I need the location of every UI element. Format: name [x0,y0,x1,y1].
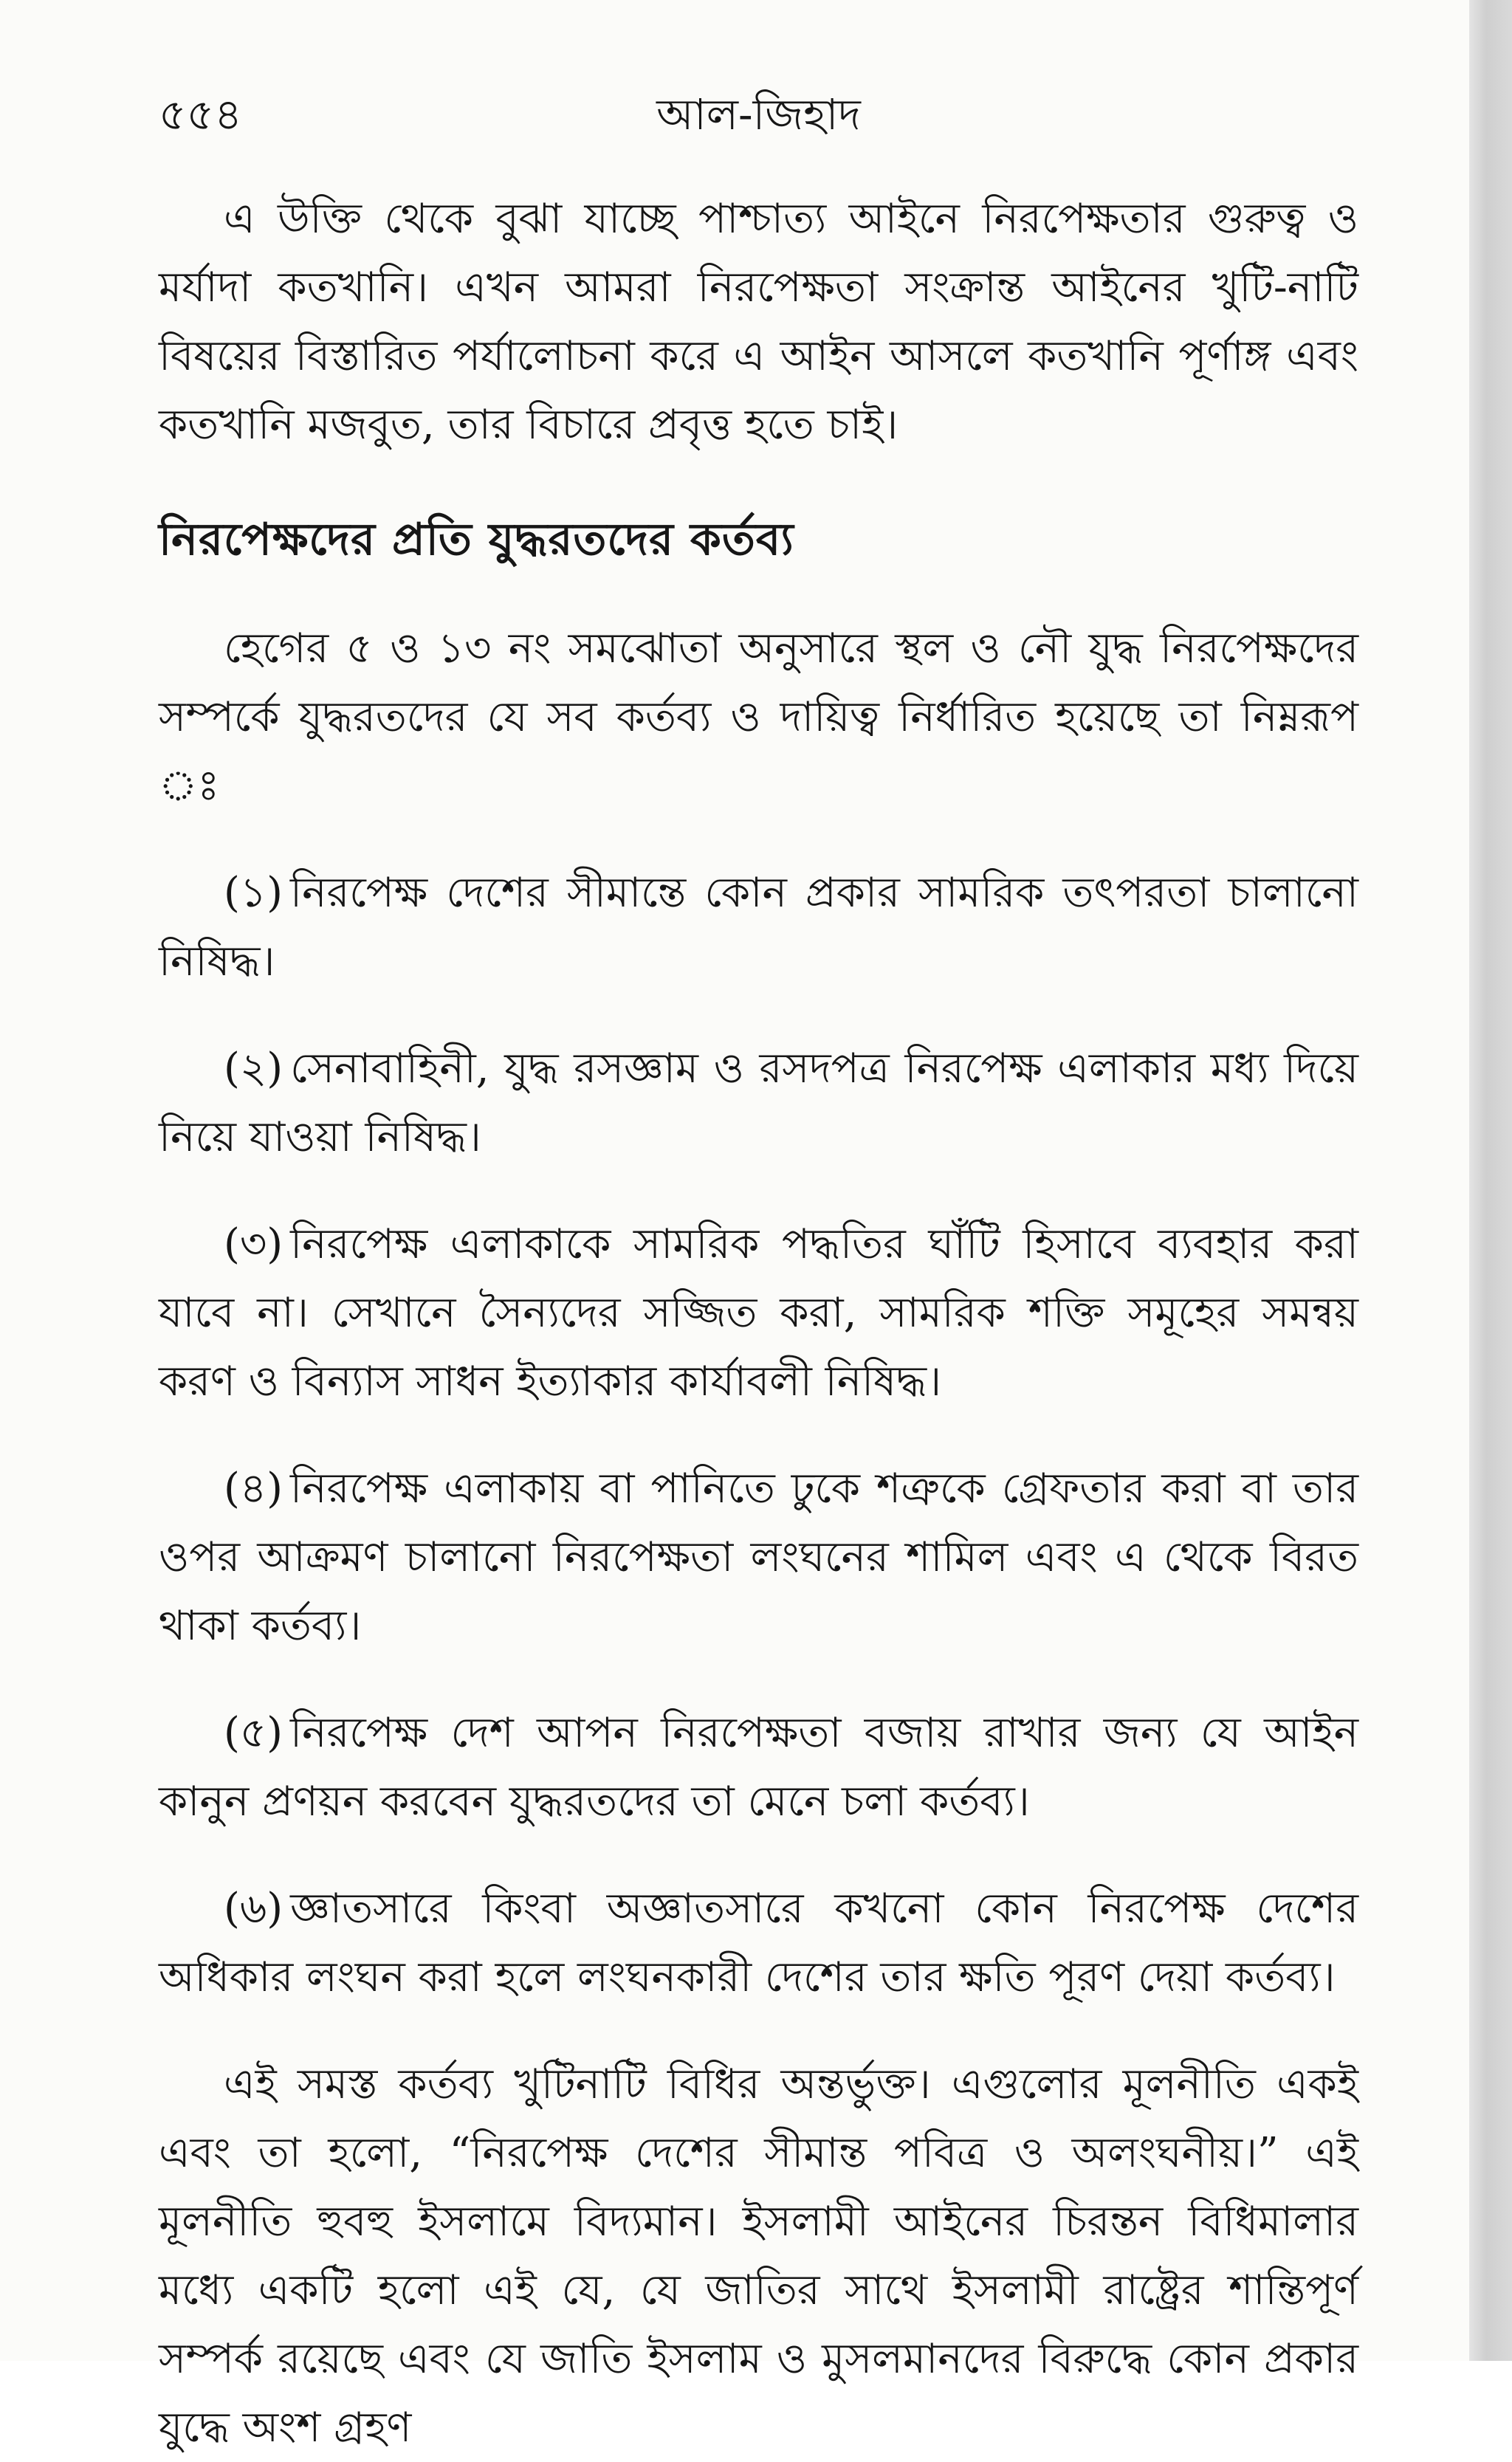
list-item-number: (৬) [224,1885,284,1933]
page-number: ৫৫৪ [159,89,242,140]
list-item-text: নিরপেক্ষ এলাকাকে সামরিক পদ্ধতির ঘাঁটি হিসাবে ব্যবহার করা যাবে না। সেখানে সৈন্যদের সজ্জিত করা, সামরিক শক্তি সমূহের সমন্বয় করণ ও বিন্যাস সাধন ইত্যাকার কার্যাবলী নিষিদ্ধ। [159,1220,1358,1406]
duties-list [159,859,1358,2012]
page-header [159,83,1358,149]
list-item-text: জ্ঞাতসারে কিংবা অজ্ঞাতসারে কখনো কোন নিরপেক্ষ দেশের অধিকার লংঘন করা হলে লংঘনকারী দেশের তার ক্ষতি পূরণ দেয়া কর্তব্য। [159,1885,1358,2001]
list-item-number: (৩) [224,1220,284,1268]
list-item-number: (২) [224,1045,284,1093]
list-item-number: (১) [224,869,284,917]
list-item [159,859,1358,996]
list-item [159,1874,1358,2012]
list-item-text: নিরপেক্ষ দেশ আপন নিরপেক্ষতা বজায় রাখার জন্য যে আইন কানুন প্রণয়ন করবেন যুদ্ধরতদের তা মেনে চলা কর্তব্য। [159,1709,1358,1826]
list-item [159,1034,1358,1172]
list-item-text: নিরপেক্ষ দেশের সীমান্তে কোন প্রকার সামরিক তৎপরতা চালানো নিষিদ্ধ। [159,869,1358,986]
section-heading: নিরপেক্ষদের প্রতি যুদ্ধরতদের কর্তব্য [159,514,794,565]
list-item-number: (৫) [224,1709,284,1757]
list-item [159,1699,1358,1836]
list-item-text: নিরপেক্ষ এলাকায় বা পানিতে ঢুকে শত্রুকে গ্রেফতার করা বা তার ওপর আক্রমণ চালানো নিরপেক্ষতা লংঘনের শামিল এবং এ থেকে বিরত থাকা কর্তব্য। [159,1465,1358,1650]
page-edge-shadow [1469,0,1512,2361]
intro-paragraph: এ উক্তি থেকে বুঝা যাচ্ছে পাশ্চাত্য আইনে নিরপেক্ষতার গুরুত্ব ও মর্যাদা কতখানি। এখন আমরা নিরপেক্ষতা সংক্রান্ত আইনের খুটি-নাটি বিষয়ের বিস্তারিত পর্যালোচনা করে এ আইন আসলে কতখানি পূর্ণাঙ্গ এবং কতখানি মজবুত, তার বিচারে প্রবৃত্ত হতে চাই। [159,195,1358,449]
section-intro-paragraph: হেগের ৫ ও ১৩ নং সমঝোতা অনুসারে স্থল ও নৌ যুদ্ধ নিরপেক্ষদের সম্পর্কে যুদ্ধরতদের যে সব কর্তব্য ও দায়িত্ব নির্ধারিত হয়েছে তা নিম্নরূপ ঃ [159,625,1358,810]
list-item [159,1454,1358,1660]
list-item-text: সেনাবাহিনী, যুদ্ধ রসজ্ঞাম ও রসদপত্র নিরপেক্ষ এলাকার মধ্য দিয়ে নিয়ে যাওয়া নিষিদ্ধ। [159,1045,1358,1161]
closing-paragraph: এই সমস্ত কর্তব্য খুটিনাটি বিধির অন্তর্ভুক্ত। এগুলোর মূলনীতি একই এবং তা হলো, “নিরপেক্ষ দেশের সীমান্ত পবিত্র ও অলংঘনীয়।” এই মূলনীতি হুবহু ইসলামে বিদ্যমান। ইসলামী আইনের চিরন্তন বিধিমালার মধ্যে একটি হলো এই যে, যে জাতির সাথে ইসলামী রাষ্ট্রের শান্তিপূর্ণ সম্পর্ক রয়েছে এবং যে জাতি ইসলাম ও মুসলমানদের বিরুদ্ধে কোন প্রকার যুদ্ধে অংশ গ্রহণ [159,2060,1358,2452]
running-title: আল-জিহাদ [656,89,861,140]
list-item [159,1210,1358,1416]
page-body [159,185,1358,2462]
list-item-number: (৪) [224,1465,284,1513]
